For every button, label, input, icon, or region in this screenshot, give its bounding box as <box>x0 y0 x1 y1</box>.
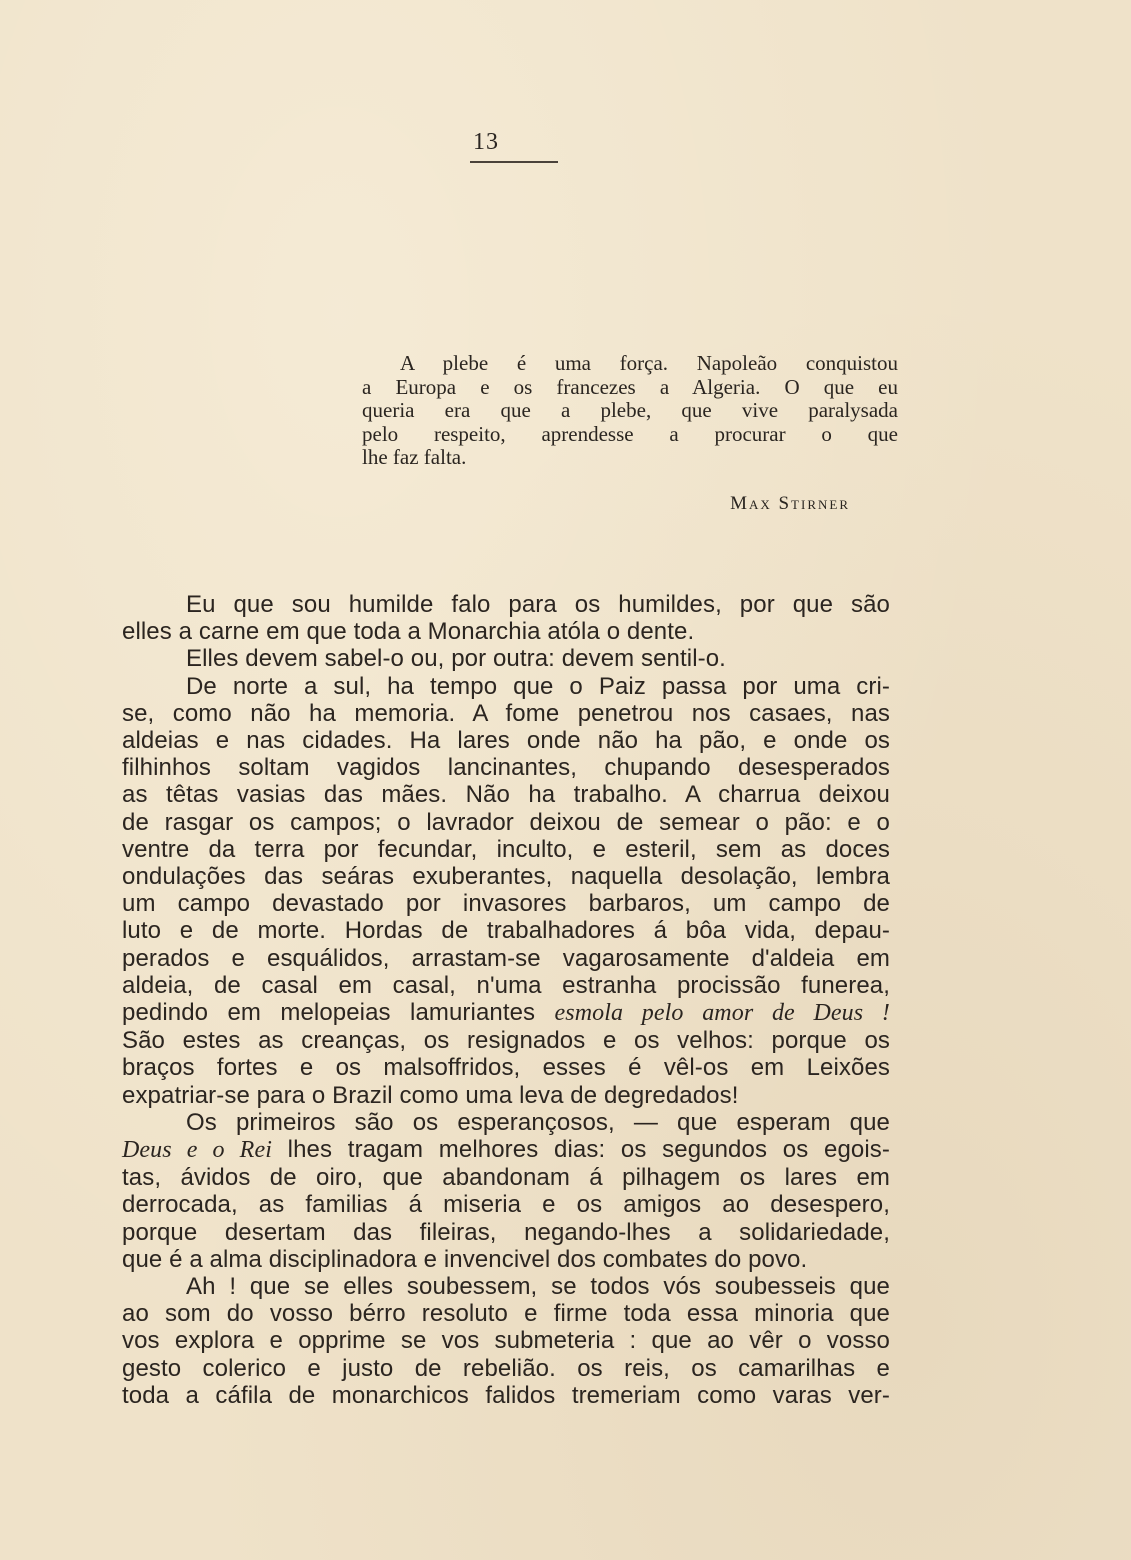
epigraph-line: A plebe é uma força. Napoleão conquistou <box>400 351 898 375</box>
epigraph-line: a Europa e os francezes a Algeria. O que eu <box>362 374 898 399</box>
text-line: ao som do vosso bérro resoluto e firme toda essa minoria que <box>122 1300 890 1328</box>
text-line: toda a cáfila de monarchicos falidos tremeriam como varas ver- <box>122 1381 890 1409</box>
text-line <box>122 999 890 1027</box>
text-segment: lhes tragam melhores dias: os segundos os egois- <box>271 1136 890 1164</box>
text-line: derrocada, as familias á miseria e os amigos ao desespero, <box>122 1191 890 1219</box>
text-line: luto e de morte. Hordas de trabalhadores á bôa vida, depau- <box>122 917 890 945</box>
text-line: se, como não ha memoria. A fome penetrou nos casaes, nas <box>122 699 890 727</box>
epigraph-line: queria era que a plebe, que vive paralysada <box>362 398 898 422</box>
text-line: De norte a sul, ha tempo que o Paiz passa por uma cri- <box>186 672 890 700</box>
epigraph-line: lhe faz falta. <box>362 445 467 469</box>
text-line: gesto colerico e justo de rebelião. os reis, os camarilhas e <box>122 1354 890 1382</box>
text-line: perados e esquálidos, arrastam-se vagarosamente d'aldeia em <box>122 944 890 972</box>
text-line: as têtas vasias das mães. Não ha trabalho. A charrua deixou <box>122 781 890 809</box>
italic-phrase: esmola pelo amor de Deus ! <box>554 1000 890 1027</box>
text-line: vos explora e opprime se vos submeteria : que ao vêr o vosso <box>122 1327 890 1355</box>
text-line: Ah ! que se elles soubessem, se todos vós soubesseis que <box>186 1273 890 1301</box>
text-segment: pedindo em melopeias lamuriantes <box>122 999 555 1027</box>
text-line: filhinhos soltam vagidos lancinantes, chupando desesperados <box>122 754 890 782</box>
text-line: elles a carne em que toda a Monarchia atóla o dente. <box>122 618 695 646</box>
epigraph-line: pelo respeito, aprendesse a procurar o que <box>362 421 898 446</box>
text-line: ondulações das seáras exuberantes, naquella desolação, lembra <box>122 863 890 891</box>
epigraph-quote <box>362 352 898 470</box>
body-text <box>122 591 890 1409</box>
text-line: Os primeiros são os esperançosos, — que esperam que <box>186 1108 890 1136</box>
epigraph-author: Max Stirner <box>730 493 850 514</box>
text-line: aldeia, de casal em casal, n'uma estranha procissão funerea, <box>122 971 890 999</box>
page-number: 13 <box>473 129 499 155</box>
text-line: São estes as creanças, os resignados e os velhos: porque os <box>122 1027 890 1055</box>
text-line: expatriar-se para o Brazil como uma leva de degredados! <box>122 1081 739 1109</box>
text-line: tas, ávidos de oiro, que abandonam á pilhagem os lares em <box>122 1164 890 1192</box>
text-line: Eu que sou humilde falo para os humildes, por que são <box>186 591 890 618</box>
text-line: Elles devem sabel-o ou, por outra: devem sentil-o. <box>186 645 726 673</box>
italic-phrase: Deus e o Rei <box>122 1137 272 1164</box>
text-line: de rasgar os campos; o lavrador deixou de semear o pão: e o <box>122 808 890 836</box>
text-line: braços fortes e os malsoffridos, esses é vêl-os em Leixões <box>122 1054 890 1082</box>
text-line: ventre da terra por fecundar, inculto, e esteril, sem as doces <box>122 835 890 863</box>
text-line: que é a alma disciplinadora e invencivel dos combates do povo. <box>122 1245 808 1273</box>
text-line: aldeias e nas cidades. Ha lares onde não ha pão, e onde os <box>122 727 890 755</box>
text-line <box>122 1136 890 1164</box>
text-line: um campo devastado por invasores barbaros, um campo de <box>122 890 890 918</box>
page-number-rule <box>470 161 558 163</box>
text-line: porque desertam das fileiras, negando-lhes a solidariedade, <box>122 1218 890 1246</box>
